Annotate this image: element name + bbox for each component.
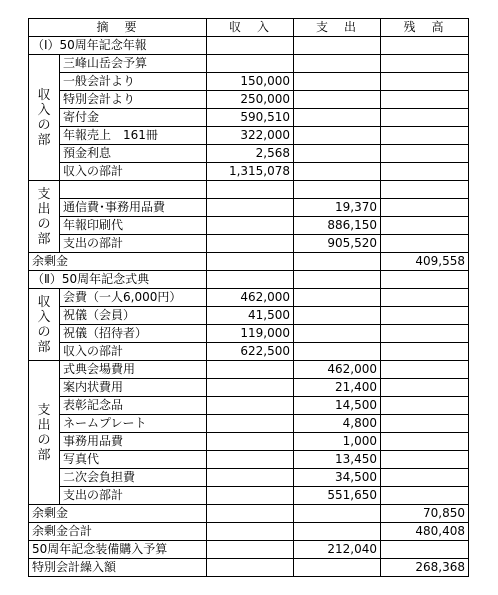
income-row [29,163,469,181]
item-label: 祝儀（会員） [60,307,207,325]
income-group-label-char: 部 [37,132,51,148]
total-label: 50周年記念装備購入予算 [29,541,207,559]
empty-cell [294,325,381,343]
total-expense [294,559,381,577]
empty-cell [381,199,469,217]
empty-cell [381,181,469,199]
empty-cell [381,55,469,73]
income-value: 622,500 [207,343,294,361]
empty-cell [381,325,469,343]
income-group-label-char: 入 [37,102,51,118]
income-value: 2,568 [207,145,294,163]
empty-cell [207,271,294,289]
expense-value: 1,000 [294,433,381,451]
expense-group-label-char: 部 [37,231,51,247]
empty-cell [294,163,381,181]
income-row [29,91,469,109]
item-label: 寄付金 [60,109,207,127]
expense-group-label [29,181,60,253]
expense-row [29,433,469,451]
item-label: 写真代 [60,451,207,469]
total-label: 余剰金合計 [29,523,207,541]
income-value: 462,000 [207,289,294,307]
surplus-row [29,505,469,523]
empty-cell [294,55,381,73]
empty-cell [207,379,294,397]
item-label: 会費（一人6,000円） [60,289,207,307]
income-group-label-char: 収 [37,87,51,103]
income-row [29,73,469,91]
item-label: 式典会場費用 [60,361,207,379]
expense-group-label-char: 出 [37,417,51,433]
empty-cell [207,217,294,235]
income-row [29,127,469,145]
empty-cell [294,91,381,109]
income-value: 41,500 [207,307,294,325]
empty-cell [381,307,469,325]
section-title: （Ⅱ）50周年記念式典 [29,271,207,289]
empty-cell [207,469,294,487]
item-label: 案内状費用 [60,379,207,397]
income-row [29,55,469,73]
empty-cell [381,415,469,433]
section-title: （Ⅰ）50周年記念年報 [29,37,207,55]
income-value: 250,000 [207,91,294,109]
item-label: 事務用品費 [60,433,207,451]
ledger-table [28,18,469,577]
item-label: 通信費･事務用品費 [60,199,207,217]
item-label: 預金利息 [60,145,207,163]
header-balance: 残 高 [381,19,469,37]
expense-value: 13,450 [294,451,381,469]
total-row [29,523,469,541]
expense-value: 905,520 [294,235,381,253]
empty-cell [207,505,294,523]
expense-value [294,181,381,199]
empty-cell [207,181,294,199]
expense-row [29,397,469,415]
expense-row [29,181,469,199]
item-label: 支出の部計 [60,487,207,505]
income-value: 150,000 [207,73,294,91]
income-row [29,145,469,163]
total-expense [294,523,381,541]
income-group-label-char: の [37,324,51,340]
expense-row [29,199,469,217]
header-expense: 支 出 [294,19,381,37]
header-income: 収 入 [207,19,294,37]
empty-cell [207,523,294,541]
empty-cell [294,289,381,307]
empty-cell [207,433,294,451]
total-balance [381,541,469,559]
expense-group-label-char: 支 [37,186,51,202]
empty-cell [294,109,381,127]
empty-cell [381,37,469,55]
empty-cell [207,559,294,577]
empty-cell [207,361,294,379]
total-label: 特別会計繰入額 [29,559,207,577]
income-value: 322,000 [207,127,294,145]
empty-cell [294,271,381,289]
surplus-label: 余剰金 [29,505,207,523]
empty-cell [207,37,294,55]
income-row [29,289,469,307]
empty-cell [381,91,469,109]
header-row [29,19,469,37]
surplus-row [29,253,469,271]
expense-group-label-char: 部 [37,447,51,463]
empty-cell [294,127,381,145]
empty-cell [381,163,469,181]
empty-cell [381,145,469,163]
income-row [29,109,469,127]
item-label: 収入の部計 [60,163,207,181]
item-label: 特別会計より [60,91,207,109]
section-title-row [29,37,469,55]
ledger-body [29,19,469,577]
expense-value: 14,500 [294,397,381,415]
expense-row [29,217,469,235]
item-label: 収入の部計 [60,343,207,361]
expense-group-label-char: 支 [37,402,51,418]
income-value [207,55,294,73]
item-label: 年報売上 161冊 [60,127,207,145]
surplus-balance: 70,850 [381,505,469,523]
expense-value: 21,400 [294,379,381,397]
item-label: 支出の部計 [60,235,207,253]
empty-cell [207,541,294,559]
empty-cell [381,235,469,253]
empty-cell [207,451,294,469]
expense-value: 34,500 [294,469,381,487]
income-group-label-char: 収 [37,294,51,310]
income-value: 1,315,078 [207,163,294,181]
empty-cell [381,433,469,451]
expense-row [29,235,469,253]
expense-value: 551,650 [294,487,381,505]
income-group-label-char: の [37,117,51,133]
income-row [29,325,469,343]
expense-value: 4,800 [294,415,381,433]
empty-cell [207,199,294,217]
empty-cell [294,505,381,523]
expense-row [29,487,469,505]
expense-group-label-char: 出 [37,201,51,217]
income-group-label [29,289,60,361]
header-item: 摘 要 [29,19,207,37]
empty-cell [294,37,381,55]
item-label [60,181,207,199]
item-label: 二次会負担費 [60,469,207,487]
item-label: 表彰記念品 [60,397,207,415]
expense-row [29,469,469,487]
empty-cell [207,235,294,253]
total-expense: 212,040 [294,541,381,559]
item-label: 一般会計より [60,73,207,91]
item-label: 年報印刷代 [60,217,207,235]
empty-cell [381,271,469,289]
empty-cell [294,253,381,271]
section-title-row [29,271,469,289]
empty-cell [381,127,469,145]
income-group-label [29,55,60,181]
surplus-label: 余剰金 [29,253,207,271]
expense-row [29,415,469,433]
empty-cell [294,73,381,91]
empty-cell [294,307,381,325]
total-row [29,559,469,577]
income-row [29,343,469,361]
item-label: 祝儀（招待者） [60,325,207,343]
empty-cell [294,145,381,163]
empty-cell [294,343,381,361]
total-balance: 268,368 [381,559,469,577]
income-value: 119,000 [207,325,294,343]
empty-cell [207,253,294,271]
surplus-balance: 409,558 [381,253,469,271]
item-label: 三峰山岳会予算 [60,55,207,73]
expense-value: 886,150 [294,217,381,235]
empty-cell [207,487,294,505]
empty-cell [381,361,469,379]
total-balance: 480,408 [381,523,469,541]
expense-row [29,361,469,379]
expense-value: 19,370 [294,199,381,217]
income-group-label-char: 部 [37,339,51,355]
empty-cell [381,397,469,415]
expense-row [29,451,469,469]
empty-cell [381,217,469,235]
empty-cell [381,379,469,397]
empty-cell [381,109,469,127]
expense-value: 462,000 [294,361,381,379]
income-value: 590,510 [207,109,294,127]
expense-group-label [29,361,60,505]
total-row [29,541,469,559]
expense-row [29,379,469,397]
income-group-label-char: 入 [37,309,51,325]
empty-cell [381,343,469,361]
empty-cell [381,451,469,469]
empty-cell [381,73,469,91]
expense-group-label-char: の [37,216,51,232]
empty-cell [381,487,469,505]
empty-cell [207,397,294,415]
item-label: ネームプレート [60,415,207,433]
empty-cell [381,289,469,307]
empty-cell [207,415,294,433]
empty-cell [381,469,469,487]
expense-group-label-char: の [37,432,51,448]
income-row [29,307,469,325]
